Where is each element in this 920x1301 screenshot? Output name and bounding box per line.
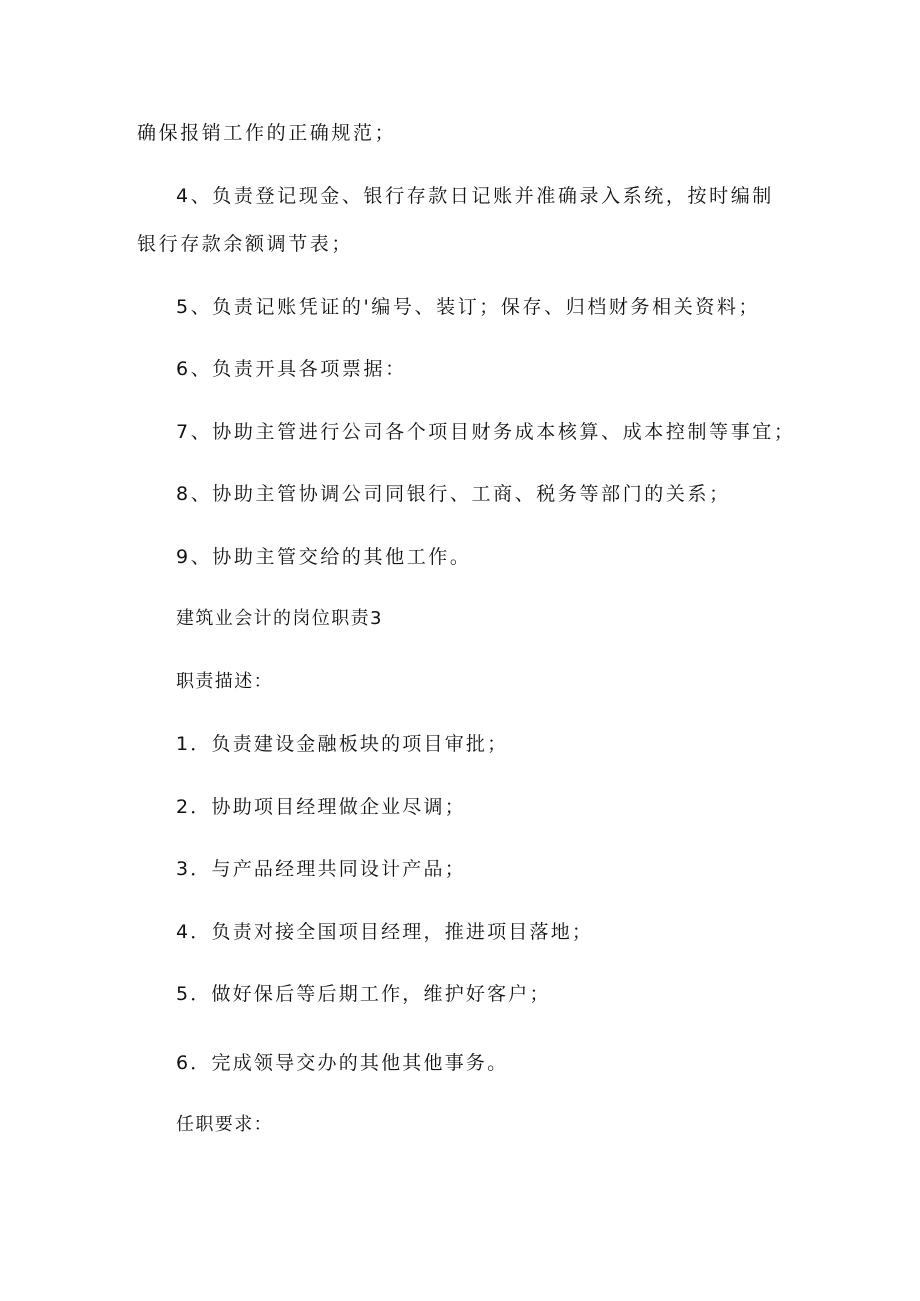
job-description-item-5: 5．做好保后等后期工作，维护好客户； xyxy=(176,983,551,1005)
job-description-item-1: 1．负责建设金融板块的项目审批； xyxy=(176,733,509,755)
duty-item-7: 7、协助主管进行公司各个项目财务成本核算、成本控制等事宜； xyxy=(176,421,796,443)
duty-item-8: 8、协助主管协调公司同银行、工商、税务等部门的关系； xyxy=(176,483,731,505)
job-description-label: 职责描述： xyxy=(176,671,273,692)
job-description-item-6: 6．完成领导交办的其他其他事务。 xyxy=(176,1052,509,1074)
duty-item-9: 9、协助主管交给的其他工作。 xyxy=(176,546,472,568)
duty-item-6: 6、负责开具各项票据： xyxy=(176,358,407,380)
duty-item-5: 5、负责记账凭证的'编号、装订；保存、归档财务相关资料； xyxy=(176,296,761,318)
job-description-item-2: 2．协助项目经理做企业尽调； xyxy=(176,796,466,818)
job-description-item-4: 4．负责对接全国项目经理，推进项目落地； xyxy=(176,921,594,943)
requirements-label: 任职要求： xyxy=(176,1114,273,1135)
duty-item-4: 4、负责登记现金、银行存款日记账并准确录入系统，按时编制 xyxy=(176,185,774,207)
duty-item-4-continuation: 银行存款余额调节表； xyxy=(137,233,354,255)
job-description-item-3: 3．与产品经理共同设计产品； xyxy=(176,858,466,880)
continuation-line: 确保报销工作的正确规范； xyxy=(137,122,397,144)
section-heading: 建筑业会计的岗位职责3 xyxy=(176,608,383,629)
